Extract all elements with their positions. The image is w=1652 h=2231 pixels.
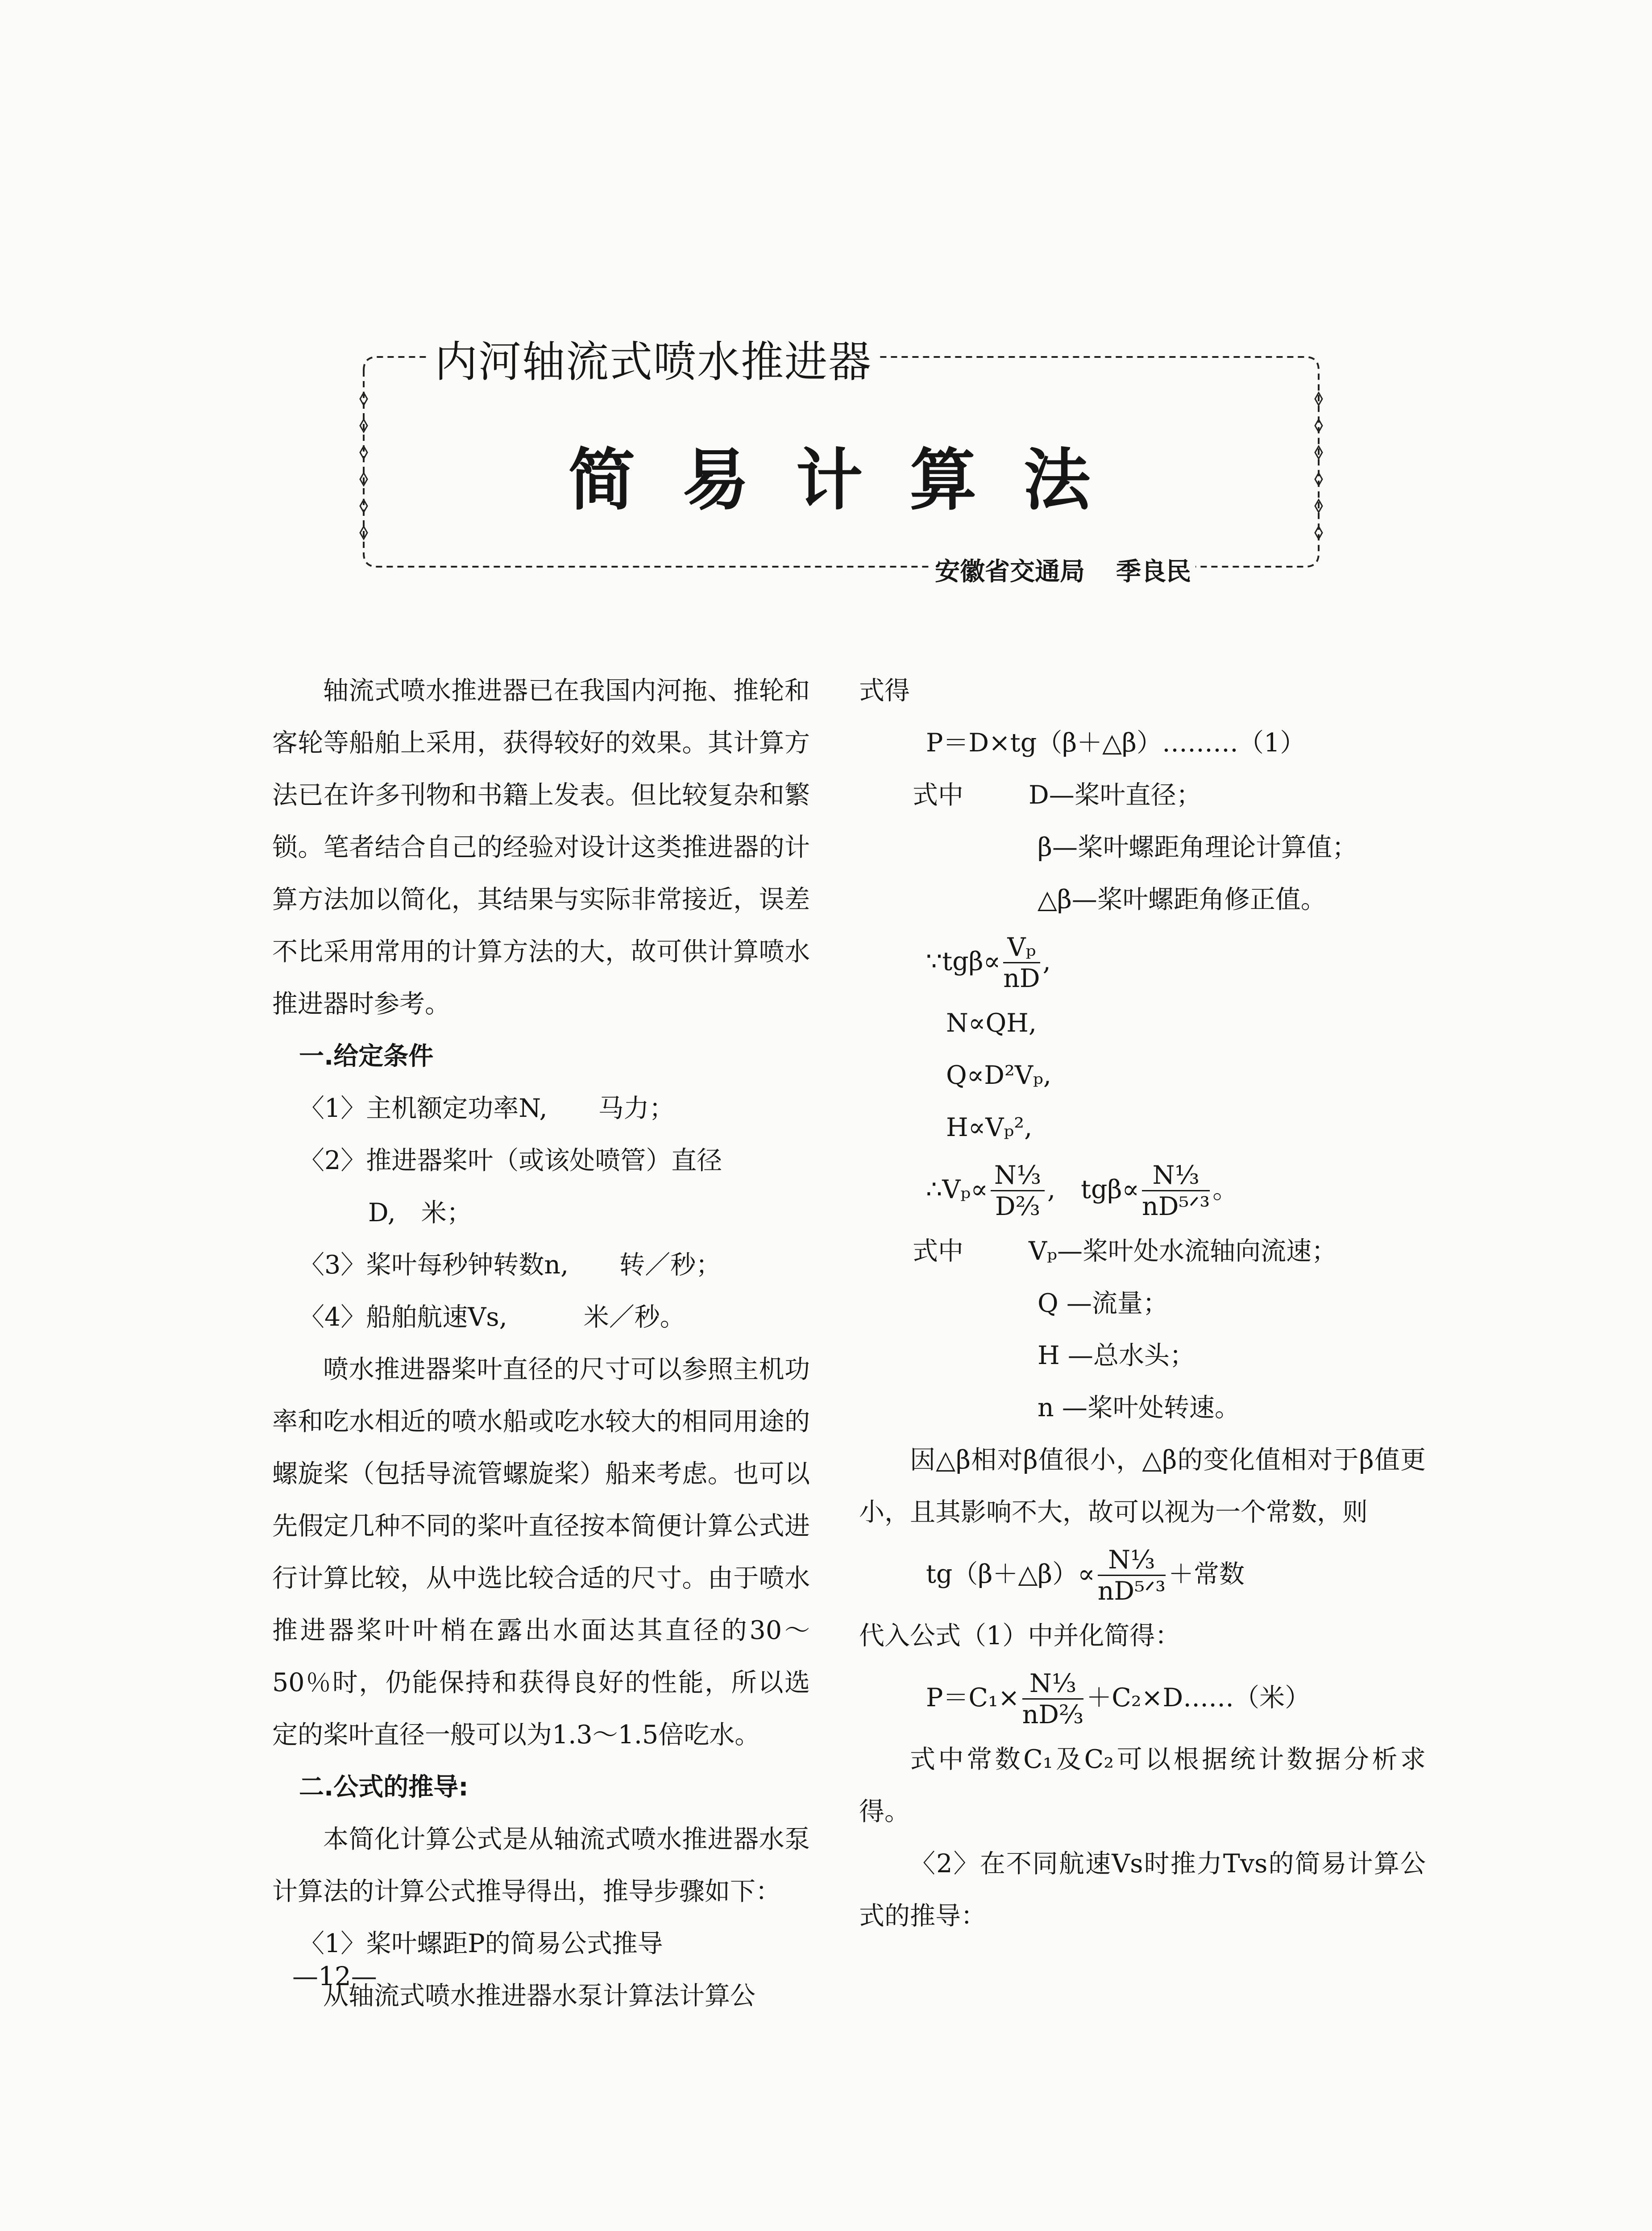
relation-text: 。 — [1212, 1175, 1238, 1204]
relation-text: ∴Vₚ∝ — [926, 1175, 988, 1204]
definition-delta-beta: △β—桨叶螺距角修正值。 — [1038, 885, 1326, 914]
diameter-paragraph: 喷水推进器桨叶直径的尺寸可以参照主机功率和吃水相近的喷水船或吃水较大的相同用途的螺旋桨（包括导流管螺旋桨）船来考虑。也可以先假定几种不同的桨叶直径按本简便计算公式进行计算比较，从中选比较合适的尺寸。由于喷水推进器桨叶叶梢在露出水面达其直径的30～50％时，仍能保持和获得良好的性能，所以选定的桨叶直径一般可以为1.3～1.5倍吃水。 — [272, 1355, 810, 1750]
article-title-main: 简易计算法 — [568, 442, 1137, 519]
definition-beta: β—桨叶螺距角理论计算值； — [1038, 833, 1357, 862]
author-affiliation: 安徽省交通局 — [935, 557, 1085, 586]
fraction — [1003, 933, 1040, 994]
equation-text: ＋C₂×D……（米） — [1086, 1683, 1311, 1713]
equation-text: P＝C₁× — [926, 1683, 1020, 1713]
page-number: —12— — [292, 1961, 377, 1991]
fraction-denominator: D⅔ — [995, 1192, 1040, 1222]
fraction-numerator: Vₚ — [1003, 935, 1040, 963]
relation-H: H∝Vₚ², — [946, 1113, 1033, 1142]
condition-3: 〈3〉桨叶每秒钟转数n, 转／秒； — [299, 1250, 722, 1280]
where-label: 式中 — [913, 780, 963, 810]
derivation-intro: 本简化计算公式是从轴流式喷水推进器水泵计算法的计算公式推导得出，推导步骤如下： — [272, 1825, 810, 1906]
equation-text: tg（β＋△β）∝ — [926, 1559, 1095, 1589]
relation-text: , — [1042, 947, 1051, 976]
equation-2 — [859, 1538, 1426, 1610]
definition-D: D—桨叶直径； — [1029, 780, 1202, 810]
left-column — [272, 665, 810, 2022]
thrust-subsection: 〈2〉在不同航速Vs时推力Tvs的简易计算公式的推导： — [859, 1849, 1426, 1931]
fraction-denominator: nD — [1003, 964, 1040, 994]
subsection-pitch: 〈1〉桨叶螺距P的简易公式推导 — [299, 1929, 663, 1958]
relation-N: N∝QH, — [946, 1008, 1037, 1038]
article-title-line1: 内河轴流式喷水推进器 — [428, 328, 878, 389]
section-heading-conditions: 一.给定条件 — [299, 1042, 434, 1071]
right-column — [859, 665, 1426, 1942]
constants-paragraph: 式中常数C₁及C₂可以根据统计数据分析求得。 — [859, 1745, 1426, 1826]
fraction-numerator: N⅓ — [991, 1163, 1045, 1191]
section-heading-derivation: 二.公式的推导: — [299, 1773, 469, 1802]
fraction-denominator: nD⁵ᐟ³ — [1097, 1576, 1166, 1606]
fraction — [1022, 1671, 1084, 1728]
equation-text: ＋常数 — [1168, 1559, 1245, 1589]
definition-Q: Q —流量； — [1038, 1289, 1168, 1318]
definition-Vp: Vₚ—桨叶处水流轴向流速； — [1029, 1236, 1337, 1266]
fraction-numerator: N⅓ — [1098, 1547, 1166, 1576]
equation-3 — [859, 1662, 1426, 1733]
author-name: 季良民 — [1116, 557, 1191, 586]
fraction-denominator: nD⅔ — [1022, 1700, 1084, 1730]
where-clause-2 — [859, 1225, 1426, 1277]
fraction — [1141, 1161, 1210, 1222]
fraction — [1098, 1547, 1166, 1604]
fraction — [991, 1161, 1045, 1222]
condition-1: 〈1〉主机额定功率N, 马力； — [299, 1094, 675, 1123]
fraction-numerator: N⅓ — [1142, 1163, 1210, 1191]
byline — [930, 552, 1195, 588]
condition-2: 〈2〉推进器桨叶（或该处喷管）直径 — [299, 1146, 722, 1175]
intro-paragraph: 轴流式喷水推进器已在我国内河拖、推轮和客轮等船舶上采用，获得较好的效果。其计算方法已在许多刊物和书籍上发表。但比较复杂和繁锁。笔者结合自己的经验对设计这类推进器的计算方法加以简化，其结果与实际非常接近，误差不比采用常用的计算方法的大，故可供计算喷水推进器时参考。 — [272, 676, 810, 1019]
equation-1: P＝D×tg（β＋△β）………（1） — [926, 728, 1306, 758]
fraction-numerator: N⅓ — [1022, 1671, 1084, 1700]
definition-H: H —总水头； — [1038, 1341, 1195, 1370]
condition-2-cont: D, 米； — [368, 1198, 472, 1227]
substitute-line: 代入公式（1）中并化简得： — [859, 1621, 1181, 1650]
right-text-cont: 式得 — [859, 676, 910, 705]
relation-text: , tgβ∝ — [1047, 1175, 1139, 1204]
constant-paragraph: 因△β相对β值很小，△β的变化值相对于β值更小，且其影响不大，故可以视为一个常数，则 — [859, 1445, 1426, 1527]
condition-4: 〈4〉船舶航速Vs, 米／秒。 — [299, 1302, 685, 1332]
fraction-denominator: nD⁵ᐟ³ — [1141, 1192, 1210, 1222]
relation-text: ∵tgβ∝ — [926, 947, 1001, 976]
relation-tg-beta — [859, 926, 1426, 997]
where-label: 式中 — [913, 1236, 963, 1266]
definition-n: n —桨叶处转速。 — [1038, 1393, 1240, 1422]
relation-Q: Q∝D²Vₚ, — [946, 1061, 1051, 1090]
where-clause-1 — [859, 769, 1426, 821]
relation-Vp-tg — [859, 1154, 1426, 1225]
pitch-paragraph: 从轴流式喷水推进器水泵计算法计算公 — [323, 1981, 755, 2011]
